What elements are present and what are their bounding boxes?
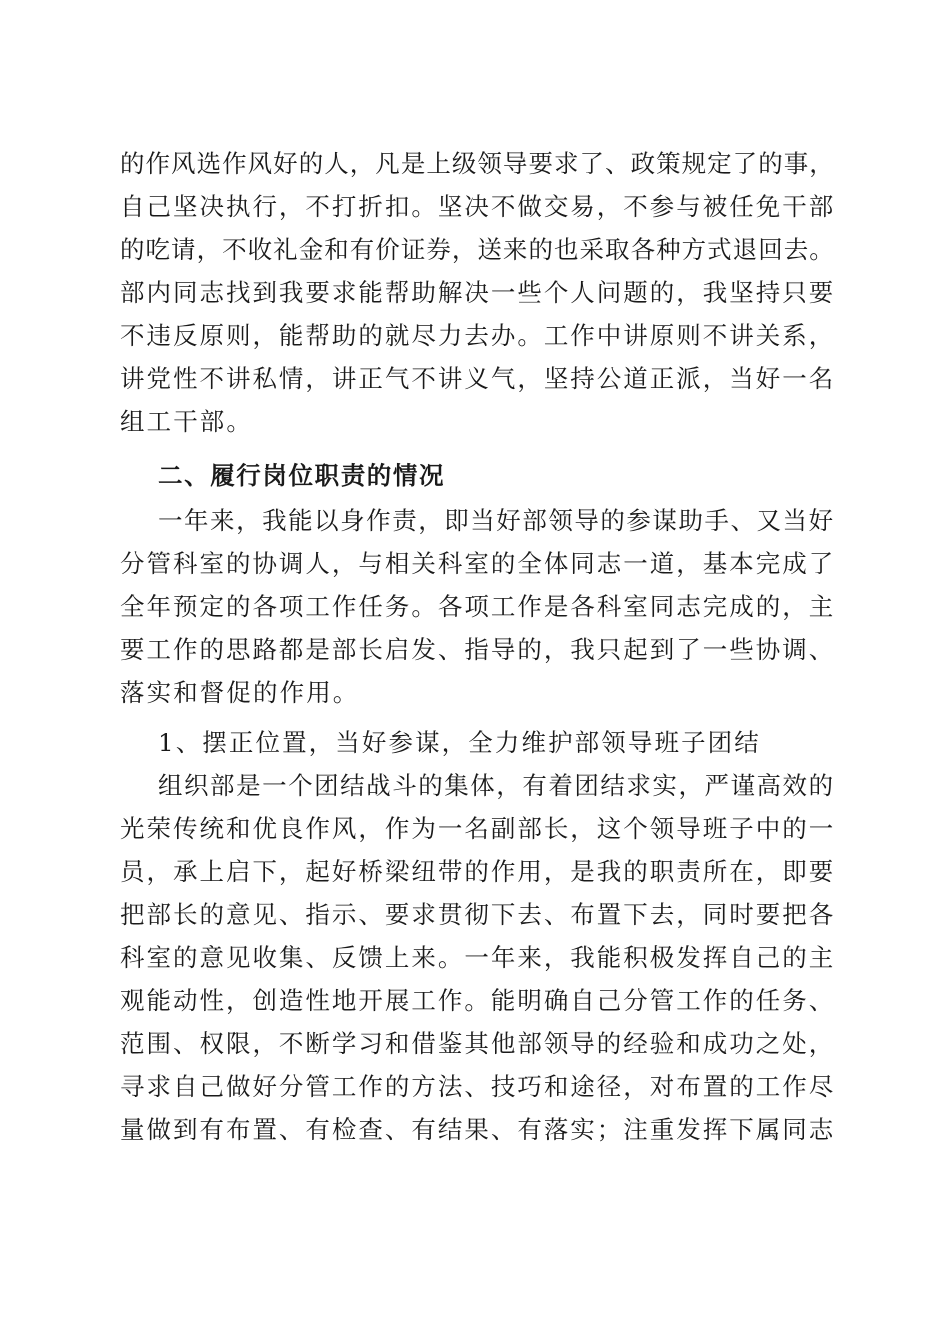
paragraph-line: 光荣传统和优良作风，作为一名副部长，这个领导班子中的一 (120, 814, 836, 843)
paragraph-line: 科室的意见收集、反馈上来。一年来，我能积极发挥自己的主 (120, 943, 836, 972)
paragraph-line: 要工作的思路都是部长启发、指导的，我只起到了一些协调、 (120, 635, 836, 664)
paragraph-line: 的作风选作风好的人，凡是上级领导要求了、政策规定了的事， (120, 149, 835, 178)
paragraph-line: 一年来，我能以身作责，即当好部领导的参谋助手、又当好 (158, 506, 835, 535)
paragraph-line: 分管科室的协调人，与相关科室的全体同志一道，基本完成了 (120, 549, 836, 578)
paragraph-line: 自己坚决执行，不打折扣。坚决不做交易，不参与被任免干部 (120, 192, 836, 221)
paragraph-line: 全年预定的各项工作任务。各项工作是各科室同志完成的，主 (120, 592, 836, 621)
paragraph-line: 讲党性不讲私情，讲正气不讲义气，坚持公道正派，当好一名 (120, 364, 836, 393)
paragraph-line: 范围、权限，不断学习和借鉴其他部领导的经验和成功之处， (120, 1029, 836, 1058)
paragraph-line: 寻求自己做好分管工作的方法、技巧和途径，对布置的工作尽 (120, 1072, 836, 1101)
paragraph-line: 部内同志找到我要求能帮助解决一些个人问题的，我坚持只要 (120, 278, 836, 307)
paragraph-line: 落实和督促的作用。 (120, 678, 360, 707)
paragraph-line: 组工干部。 (120, 407, 253, 436)
paragraph-line: 组织部是一个团结战斗的集体，有着团结求实，严谨高效的 (158, 771, 835, 800)
paragraph-line: 不违反原则，能帮助的就尽力去办。工作中讲原则不讲关系， (120, 321, 836, 350)
paragraph-line: 量做到有布置、有检查、有结果、有落实；注重发挥下属同志 (120, 1115, 836, 1144)
section-heading: 二、履行岗位职责的情况 (158, 461, 446, 490)
subsection-heading: 1、摆正位置，当好参谋，全力维护部领导班子团结 (158, 728, 761, 757)
paragraph-line: 把部长的意见、指示、要求贯彻下去、布置下去，同时要把各 (120, 900, 836, 929)
paragraph-line: 观能动性，创造性地开展工作。能明确自己分管工作的任务、 (120, 986, 836, 1015)
paragraph-line: 员，承上启下，起好桥梁纽带的作用，是我的职责所在，即要 (120, 857, 836, 886)
paragraph-line: 的吃请，不收礼金和有价证券，送来的也采取各种方式退回去。 (120, 235, 835, 264)
